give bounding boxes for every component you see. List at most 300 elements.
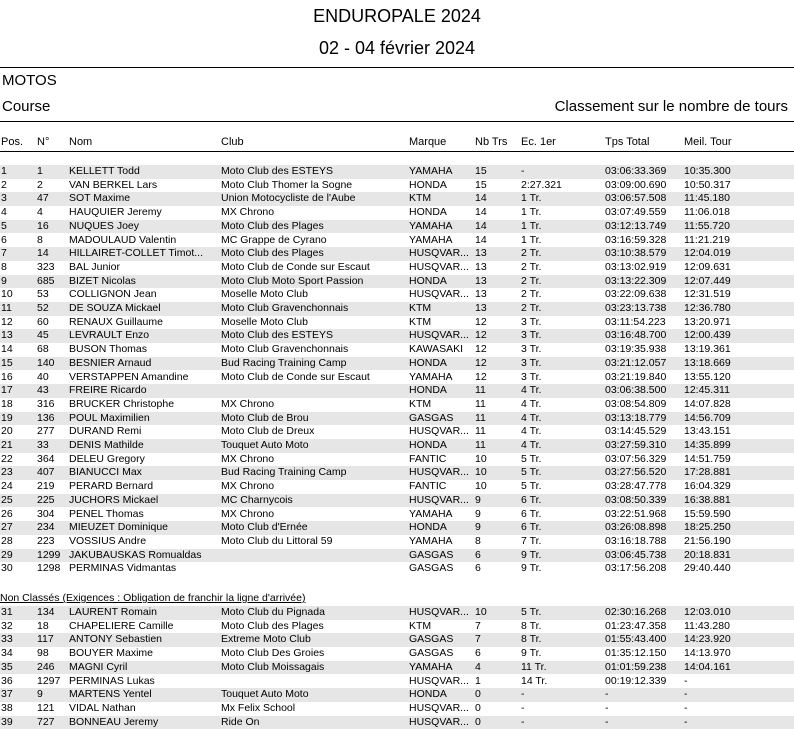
cell-gap: 5 Tr. (521, 606, 542, 618)
cell-num: 136 (37, 411, 55, 424)
table-row (0, 562, 794, 576)
cell-club: MX Chrono (221, 452, 275, 465)
cell-num: 47 (37, 192, 49, 205)
table-row (0, 398, 794, 412)
cell-name: DENIS Mathilde (69, 439, 144, 451)
cell-club: Moto Club des ESTEYS (221, 329, 334, 342)
cell-total: 03:16:48.700 (605, 329, 667, 342)
cell-gap: 2 Tr. (521, 302, 542, 314)
cell-brand: HUSQVAR... (409, 260, 469, 273)
cell-gap: 1 Tr. (521, 233, 542, 246)
col-header-num: N° (37, 136, 50, 148)
cell-club: Moselle Moto Club (221, 315, 308, 328)
cell-club: Extreme Moto Club (221, 633, 311, 646)
cell-name: COLLIGNON Jean (69, 288, 157, 301)
cell-gap: 1 Tr. (521, 219, 542, 232)
table-row (0, 508, 794, 522)
cell-club: MX Chrono (221, 397, 275, 410)
table-row (0, 688, 794, 702)
cell-name: BONNEAU Jeremy (69, 715, 159, 728)
cell-total: 03:10:38.579 (605, 247, 667, 260)
cell-gap: 5 Tr. (521, 466, 542, 479)
cell-total: 02:30:16.268 (605, 606, 667, 618)
cell-gap: 3 Tr. (521, 329, 542, 342)
table-row (0, 549, 794, 563)
cell-pos: 9 (1, 274, 7, 287)
cell-num: 727 (37, 715, 55, 728)
table-row (0, 675, 794, 689)
cell-name: PERMINAS Lukas (69, 674, 155, 687)
cell-pos: 11 (1, 302, 12, 314)
event-title: ENDUROPALE 2024 (313, 6, 481, 26)
cell-num: 40 (37, 370, 49, 383)
cell-laps: 7 (475, 633, 481, 646)
cell-laps: 0 (475, 688, 481, 701)
cell-brand: YAMAHA (409, 219, 453, 232)
cell-pos: 22 (1, 452, 13, 465)
cell-best: 16:04.329 (684, 480, 731, 493)
cell-pos: 37 (1, 688, 13, 701)
cell-name: DURAND Remi (69, 425, 142, 438)
cell-total: 03:07:49.559 (605, 206, 667, 219)
cell-num: 60 (37, 315, 49, 328)
cell-gap: - (521, 701, 525, 714)
cell-brand: YAMAHA (409, 660, 453, 673)
cell-best: 14:04.161 (684, 660, 731, 673)
cell-laps: 10 (475, 466, 487, 479)
cell-laps: 11 (475, 411, 486, 424)
cell-laps: 14 (475, 219, 487, 232)
cell-name: MAGNI Cyril (69, 660, 128, 673)
cell-gap: 9 Tr. (521, 647, 542, 660)
cell-club: MX Chrono (221, 480, 275, 493)
cell-total: 03:28:47.778 (605, 480, 667, 493)
cell-pos: 14 (1, 343, 13, 356)
cell-total: - (605, 688, 609, 701)
cell-name: LEVRAULT Enzo (69, 329, 150, 342)
cell-laps: 15 (475, 178, 487, 191)
cell-total: 03:26:08.898 (605, 521, 667, 534)
cell-gap: 3 Tr. (521, 343, 542, 356)
cell-best: 12:03.010 (684, 606, 731, 618)
cell-laps: 10 (475, 480, 487, 493)
cell-club: Moto Club de Dreux (221, 425, 315, 438)
cell-num: 277 (37, 425, 55, 438)
cell-brand: HUSQVAR... (409, 493, 469, 506)
cell-laps: 13 (475, 247, 487, 260)
cell-laps: 1 (475, 674, 481, 687)
cell-laps: 13 (475, 288, 487, 301)
cell-club: Moto Club des Plages (221, 219, 324, 232)
cell-laps: 9 (475, 493, 481, 506)
cell-total: 03:13:22.309 (605, 274, 667, 287)
cell-name: BOUYER Maxime (69, 647, 154, 660)
cell-num: 1 (37, 165, 43, 177)
cell-pos: 33 (1, 633, 13, 646)
cell-gap: 14 Tr. (521, 674, 548, 687)
cell-num: 68 (37, 343, 49, 356)
cell-num: 121 (37, 701, 55, 714)
cell-num: 4 (37, 206, 43, 219)
cell-num: 117 (37, 633, 54, 646)
table-row (0, 384, 794, 398)
cell-laps: 8 (475, 534, 481, 547)
cell-num: 1298 (37, 562, 61, 575)
event-dates: 02 - 04 février 2024 (318, 38, 476, 58)
cell-laps: 13 (475, 302, 487, 314)
cell-gap: 9 Tr. (521, 562, 542, 575)
cell-name: VOSSIUS Andre (69, 534, 147, 547)
cell-laps: 15 (475, 165, 487, 177)
cell-brand: YAMAHA (409, 165, 453, 177)
cell-club: Moto Club de Brou (221, 411, 309, 424)
col-header-club: Club (221, 136, 244, 148)
cell-pos: 32 (1, 619, 13, 632)
cell-num: 304 (37, 507, 55, 520)
cell-best: 10:50.317 (684, 178, 731, 191)
cell-total: 03:27:59.310 (605, 439, 667, 451)
cell-total: 03:11:54.223 (605, 315, 666, 328)
cell-total: 03:06:38.500 (605, 384, 667, 397)
cell-best: 14:51.759 (684, 452, 731, 465)
cell-laps: 11 (475, 439, 486, 451)
cell-total: 03:08:54.809 (605, 397, 667, 410)
cell-gap: 2 Tr. (521, 247, 542, 260)
cell-best: 10:35.300 (684, 165, 731, 177)
cell-total: 03:16:18.788 (605, 534, 667, 547)
col-header-name: Nom (69, 136, 93, 148)
cell-gap: 4 Tr. (521, 384, 542, 397)
cell-total: - (605, 715, 609, 728)
col-header-total: Tps Total (605, 136, 650, 148)
cell-laps: 6 (475, 548, 481, 561)
table-row (0, 371, 794, 385)
cell-gap: 6 Tr. (521, 521, 542, 534)
cell-pos: 1 (1, 165, 7, 177)
cell-gap: - (521, 688, 525, 701)
cell-total: 03:19:35.938 (605, 343, 667, 356)
cell-best: 13:43.151 (684, 425, 731, 438)
cell-brand: HUSQVAR... (409, 288, 469, 301)
cell-total: 03:17:56.208 (605, 562, 667, 575)
cell-brand: YAMAHA (409, 534, 453, 547)
cell-best: 12:45.311 (684, 384, 730, 397)
cell-brand: YAMAHA (409, 370, 453, 383)
cell-gap: 8 Tr. (521, 619, 542, 632)
cell-name: PERMINAS Vidmantas (69, 562, 177, 575)
cell-laps: 13 (475, 260, 487, 273)
cell-pos: 10 (1, 288, 13, 301)
cell-total: 03:22:09.638 (605, 288, 667, 301)
cell-name: VIDAL Nathan (69, 701, 136, 714)
table-row (0, 412, 794, 426)
cell-num: 225 (37, 493, 55, 506)
cell-club: Moto Club Gravenchonnais (221, 302, 349, 314)
cell-pos: 38 (1, 701, 13, 714)
cell-brand: HONDA (409, 178, 447, 191)
table-row (0, 480, 794, 494)
cell-name: FREIRE Ricardo (69, 384, 147, 397)
cell-name: BIZET Nicolas (69, 274, 136, 287)
cell-club: Touquet Auto Moto (221, 688, 309, 701)
table-row (0, 288, 794, 302)
table-row (0, 357, 794, 371)
col-header-gap: Ec. 1er (521, 136, 556, 148)
cell-best: 11:06.018 (684, 206, 730, 219)
cell-pos: 19 (1, 411, 13, 424)
cell-total: 03:06:33.369 (605, 165, 667, 177)
cell-total: 03:13:02.919 (605, 260, 667, 273)
cell-laps: 9 (475, 507, 481, 520)
cell-num: 685 (37, 274, 55, 287)
cell-laps: 6 (475, 647, 481, 660)
cell-laps: 0 (475, 701, 481, 714)
cell-pos: 8 (1, 260, 7, 273)
cell-gap: 9 Tr. (521, 548, 542, 561)
cell-name: BAL Junior (69, 260, 120, 273)
cell-pos: 13 (1, 329, 13, 342)
cell-brand: HUSQVAR... (409, 606, 469, 618)
cell-laps: 0 (475, 715, 481, 728)
cell-brand: KTM (409, 397, 432, 410)
cell-total: 01:01:59.238 (605, 660, 667, 673)
cell-laps: 14 (475, 233, 487, 246)
col-header-laps: Nb Trs (475, 136, 508, 148)
cell-pos: 16 (1, 370, 13, 383)
cell-total: 03:08:50.339 (605, 493, 667, 506)
cell-name: ANTONY Sebastien (69, 633, 162, 646)
cell-name: DE SOUZA Mickael (69, 302, 161, 314)
cell-total: 03:07:56.329 (605, 452, 667, 465)
cell-pos: 34 (1, 647, 13, 660)
cell-brand: HONDA (409, 384, 447, 397)
table-row (0, 275, 794, 289)
cell-best: 11:55.720 (684, 219, 730, 232)
cell-name: HAUQUIER Jeremy (69, 206, 162, 219)
table-row (0, 261, 794, 275)
cell-name: JAKUBAUSKAS Romualdas (69, 548, 202, 561)
cell-total: 03:06:45.738 (605, 548, 667, 561)
table-row (0, 716, 794, 730)
table-row (0, 535, 794, 549)
cell-total: 03:16:59.328 (605, 233, 667, 246)
cell-laps: 12 (475, 315, 487, 328)
cell-best: 13:20.971 (684, 315, 731, 328)
cell-pos: 36 (1, 674, 13, 687)
cell-brand: KAWASAKI (409, 343, 464, 356)
cell-gap: 2 Tr. (521, 288, 542, 301)
cell-num: 45 (37, 329, 49, 342)
cell-num: 246 (37, 660, 55, 673)
cell-best: 11:45.180 (684, 192, 730, 205)
cell-gap: 4 Tr. (521, 411, 542, 424)
cell-club: MX Chrono (221, 206, 275, 219)
cell-total: 03:09:00.690 (605, 178, 667, 191)
cell-num: 407 (37, 466, 55, 479)
cell-gap: 1 Tr. (521, 192, 542, 205)
cell-pos: 12 (1, 315, 13, 328)
cell-best: 11:43.280 (684, 619, 730, 632)
cell-pos: 20 (1, 425, 13, 438)
cell-pos: 29 (1, 548, 13, 561)
cell-laps: 14 (475, 192, 487, 205)
cell-club: MC Grappe de Cyrano (221, 233, 327, 246)
cell-laps: 12 (475, 356, 487, 369)
cell-num: 53 (37, 288, 49, 301)
table-row (0, 620, 794, 634)
cell-brand: HUSQVAR... (409, 701, 469, 714)
cell-club: Moto Club Moto Sport Passion (221, 274, 364, 287)
cell-total: 01:23:47.358 (605, 619, 667, 632)
cell-pos: 24 (1, 480, 13, 493)
cell-brand: KTM (409, 315, 432, 328)
cell-name: LAURENT Romain (69, 606, 157, 618)
cell-best: 17:28.881 (684, 466, 731, 479)
cell-best: - (684, 715, 688, 728)
cell-pos: 27 (1, 521, 13, 534)
cell-name: PERARD Bernard (69, 480, 154, 493)
cell-name: VAN BERKEL Lars (69, 178, 158, 191)
cell-pos: 35 (1, 660, 13, 673)
cell-total: 03:12:13.749 (605, 219, 667, 232)
cell-club: Moto Club de Conde sur Escaut (221, 260, 370, 273)
cell-brand: HONDA (409, 274, 447, 287)
table-row (0, 179, 794, 193)
table-row (0, 206, 794, 220)
cell-best: 13:55.120 (684, 370, 731, 383)
cell-laps: 12 (475, 370, 487, 383)
table-row (0, 316, 794, 330)
cell-pos: 39 (1, 715, 13, 728)
table-row (0, 633, 794, 647)
cell-brand: YAMAHA (409, 507, 453, 520)
table-row (0, 329, 794, 343)
cell-gap: 5 Tr. (521, 452, 542, 465)
cell-name: PENEL Thomas (69, 507, 144, 520)
cell-pos: 23 (1, 466, 13, 479)
cell-best: 12:07.449 (684, 274, 731, 287)
cell-gap: 6 Tr. (521, 507, 542, 520)
cell-best: 12:09.631 (684, 260, 731, 273)
cell-num: 43 (37, 384, 49, 397)
cell-club: MC Charnycois (221, 493, 293, 506)
cell-laps: 4 (475, 660, 481, 673)
table-row (0, 302, 794, 316)
cell-pos: 18 (1, 397, 13, 410)
cell-club: Bud Racing Training Camp (221, 356, 347, 369)
cell-laps: 12 (475, 343, 487, 356)
table-row (0, 494, 794, 508)
cell-name: BRUCKER Christophe (69, 397, 175, 410)
cell-best: 14:07.828 (684, 397, 731, 410)
cell-gap: 6 Tr. (521, 493, 542, 506)
cell-gap: 1 Tr. (521, 206, 542, 219)
cell-num: 14 (37, 247, 49, 260)
cell-brand: HUSQVAR... (409, 466, 469, 479)
cell-best: 12:31.519 (684, 288, 731, 301)
cell-laps: 7 (475, 619, 481, 632)
cell-pos: 3 (1, 192, 7, 205)
cell-total: 01:35:12.150 (605, 647, 667, 660)
cell-brand: HUSQVAR... (409, 674, 469, 687)
cell-laps: 9 (475, 521, 481, 534)
cell-num: 2 (37, 178, 43, 191)
cell-name: BUSON Thomas (69, 343, 147, 356)
cell-num: 16 (37, 219, 49, 232)
table-row (0, 343, 794, 357)
table-row (0, 220, 794, 234)
category-label: MOTOS (2, 72, 57, 89)
cell-name: HILLAIRET-COLLET Timot... (69, 247, 204, 260)
table-row (0, 192, 794, 206)
cell-gap: 2 Tr. (521, 274, 542, 287)
cell-best: 14:23.920 (684, 633, 731, 646)
cell-total: 03:27:56.520 (605, 466, 667, 479)
cell-pos: 17 (1, 384, 13, 397)
table-row (0, 439, 794, 453)
table-row (0, 234, 794, 248)
cell-club: Ride On (221, 715, 260, 728)
cell-pos: 15 (1, 356, 13, 369)
cell-num: 18 (37, 619, 49, 632)
cell-num: 98 (37, 647, 49, 660)
cell-gap: 4 Tr. (521, 439, 542, 451)
cell-gap: 7 Tr. (521, 534, 542, 547)
cell-total: 03:22:51.968 (605, 507, 667, 520)
cell-brand: GASGAS (409, 647, 454, 660)
cell-gap: 3 Tr. (521, 315, 542, 328)
cell-brand: HUSQVAR... (409, 715, 469, 728)
cell-best: 18:25.250 (684, 521, 731, 534)
cell-pos: 31 (1, 606, 13, 618)
cell-pos: 25 (1, 493, 13, 506)
table-row (0, 606, 794, 620)
cell-club: Moto Club des Plages (221, 619, 324, 632)
cell-club: Touquet Auto Moto (221, 439, 309, 451)
cell-num: 140 (37, 356, 55, 369)
cell-club: Bud Racing Training Camp (221, 466, 347, 479)
cell-gap: 8 Tr. (521, 633, 542, 646)
cell-brand: GASGAS (409, 411, 454, 424)
cell-brand: KTM (409, 302, 432, 314)
cell-club: Moto Club du Littoral 59 (221, 534, 333, 547)
cell-pos: 4 (1, 206, 7, 219)
ranking-note: Classement sur le nombre de tours (554, 98, 788, 115)
cell-total: 03:13:18.779 (605, 411, 667, 424)
cell-laps: 11 (475, 425, 486, 438)
cell-pos: 5 (1, 219, 7, 232)
cell-brand: HONDA (409, 688, 447, 701)
cell-best: 20:18.831 (684, 548, 731, 561)
cell-laps: 6 (475, 562, 481, 575)
cell-gap: - (521, 165, 525, 177)
cell-club: Moto Club Thomer la Sogne (221, 178, 353, 191)
cell-brand: FANTIC (409, 480, 447, 493)
cell-best: 21:56.190 (684, 534, 731, 547)
cell-name: JUCHORS Mickael (69, 493, 159, 506)
cell-brand: HONDA (409, 356, 447, 369)
cell-brand: KTM (409, 192, 432, 205)
cell-best: - (684, 701, 688, 714)
not-classified-label: Non Classés (Exigences : Obligation de franchir la ligne d'arrivée) (0, 592, 306, 604)
cell-club: Moto Club Gravenchonnais (221, 343, 349, 356)
cell-name: MARTENS Yentel (69, 688, 152, 701)
table-row (0, 521, 794, 535)
cell-best: 12:36.780 (684, 302, 731, 314)
cell-total: 01:55:43.400 (605, 633, 667, 646)
cell-brand: GASGAS (409, 562, 454, 575)
cell-pos: 2 (1, 178, 7, 191)
